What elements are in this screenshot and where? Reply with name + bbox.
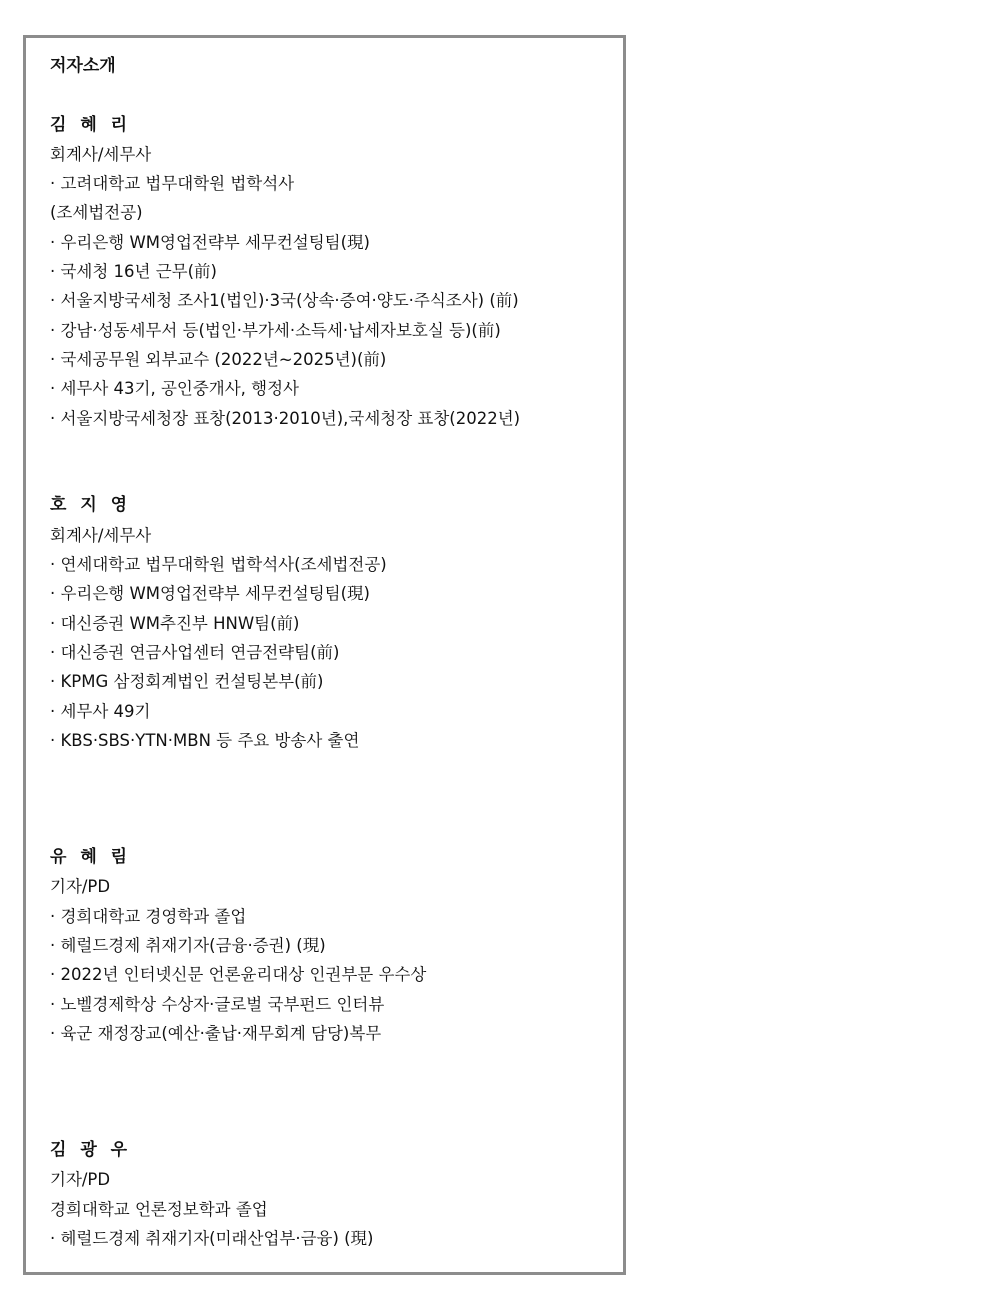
author-line: 회계사/세무사 [50, 144, 152, 164]
author-line: 회계사/세무사 [50, 525, 152, 545]
author-line: · 세무사 49기 [50, 701, 151, 721]
author-intro-box [23, 35, 626, 1275]
author-line: · 국세공무원 외부교수 (2022년~2025년)(前) [50, 349, 387, 369]
author-line: · 대신증권 연금사업센터 연금전략팀(前) [50, 642, 340, 662]
author-intro-content [50, 52, 610, 1253]
author-line: · 헤럴드경제 취재기자(미래산업부·금융) (現) [50, 1228, 374, 1248]
author-line: · 강남·성동세무서 등(법인·부가세·소득세·납세자보호실 등)(前) [50, 320, 501, 340]
author-line: · 고려대학교 법무대학원 법학석사 [50, 174, 295, 194]
author-name: 김 혜 리 [50, 114, 132, 135]
author-line: · 우리은행 WM영업전략부 세무컨설팅팀(現) [50, 584, 370, 604]
author-line: · 육군 재정장교(예산·출납·재무회계 담당)복무 [50, 1023, 382, 1043]
author-line: · 서울지방국세청 조사1(법인)·3국(상속·증여·양도·주식조사) (前) [50, 291, 519, 311]
author-line: · 경희대학교 경영학과 졸업 [50, 906, 247, 926]
author-line: · 우리은행 WM영업전략부 세무컨설팅팀(現) [50, 232, 370, 252]
author-line: · 2022년 인터넷신문 언론윤리대상 인권부문 우수상 [50, 965, 427, 985]
author-line: (조세법전공) [50, 203, 143, 223]
author-line: · 대신증권 WM추진부 HNW팀(前) [50, 613, 300, 633]
author-line: · 세무사 43기, 공인중개사, 행정사 [50, 379, 299, 399]
author-name: 김 광 우 [50, 1139, 132, 1160]
author-line: · 노벨경제학상 수상자·글로벌 국부펀드 인터뷰 [50, 994, 385, 1014]
author-line: · 서울지방국세청장 표창(2013·2010년),국세청장 표창(2022년) [50, 408, 521, 428]
author-line: 기자/PD [50, 1170, 111, 1190]
author-line: · 국세청 16년 근무(前) [50, 262, 217, 282]
author-line: · 연세대학교 법무대학원 법학석사(조세법전공) [50, 555, 387, 575]
author-line: 기자/PD [50, 877, 111, 897]
author-name: 유 혜 림 [50, 847, 132, 868]
author-line: · KPMG 삼정회계법인 컨설팅본부(前) [50, 672, 324, 692]
author-name: 호 지 영 [50, 495, 132, 516]
page-title: 저자소개 [50, 56, 116, 76]
author-line: · KBS·SBS·YTN·MBN 등 주요 방송사 출연 [50, 730, 360, 750]
author-line: 경희대학교 언론정보학과 졸업 [50, 1199, 268, 1219]
author-line: · 헤럴드경제 취재기자(금융·증권) (現) [50, 935, 326, 955]
